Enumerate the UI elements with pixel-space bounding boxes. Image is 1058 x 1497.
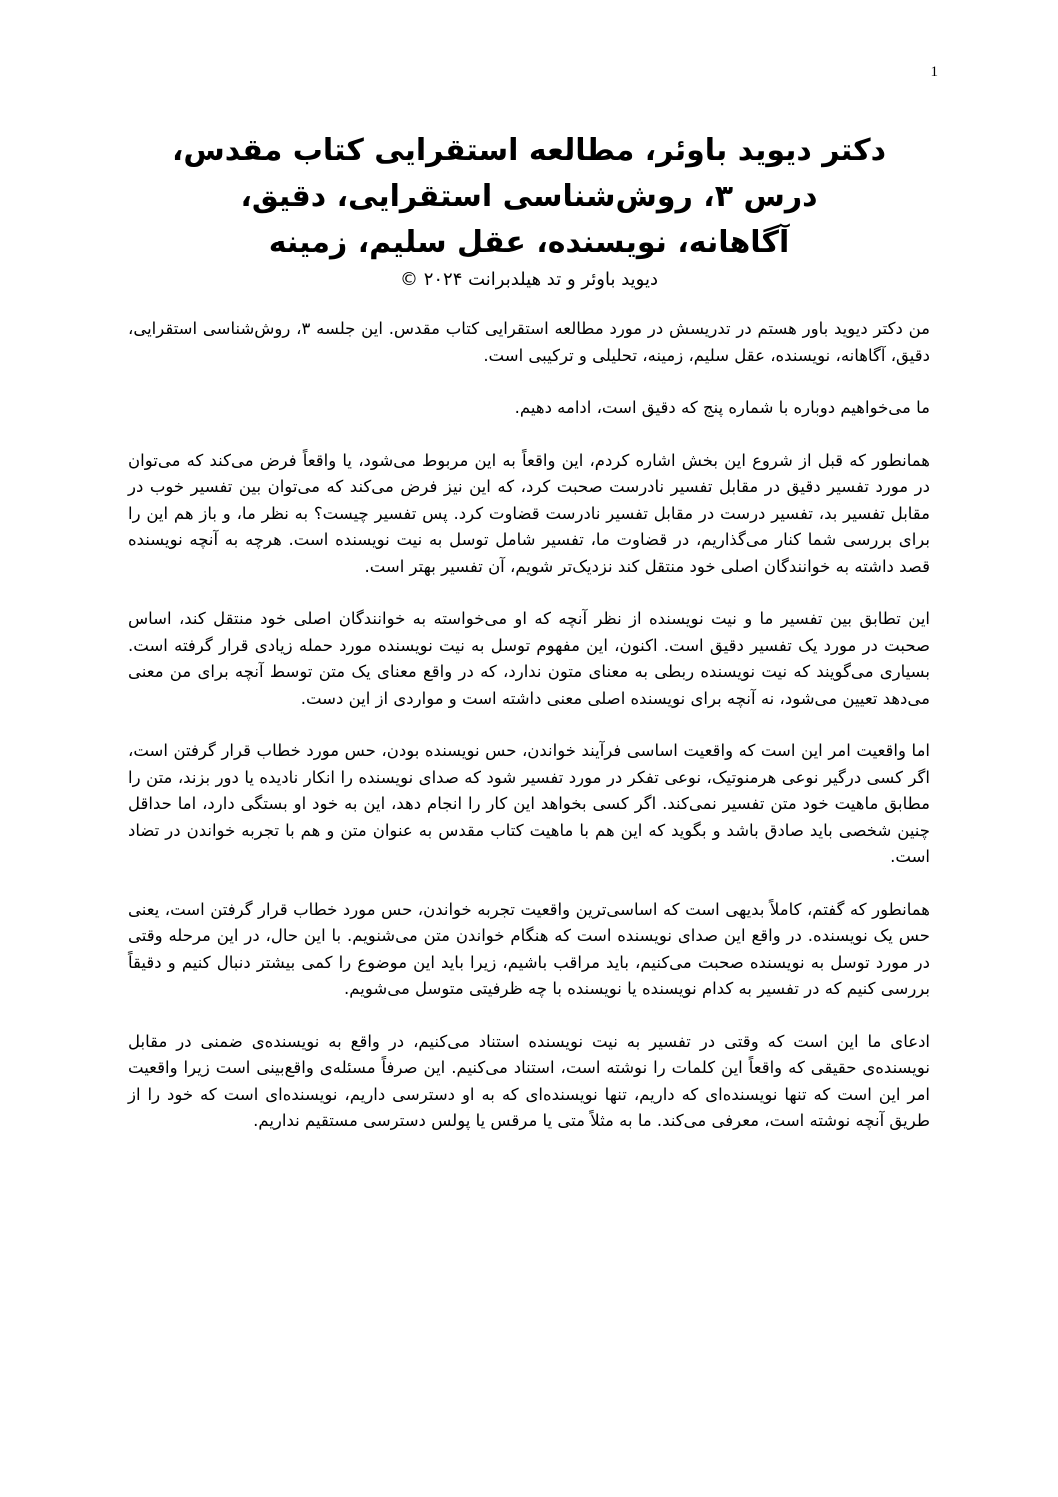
title-line-3: آگاهانه، نویسنده، عقل سلیم، زمینه: [268, 225, 790, 260]
paragraph-author-voice: همانطور که گفتم، کاملاً بدیهی است که اساسی‌ترین واقعیت تجربه خواندن، حس مورد خطاب قرار گرفتن است، یعنی حس یک نویسنده. در واقع این صدای نویسنده است که هنگام خواندن متن می‌شنویم. با این حال، در این مرحله وقتی در مورد توسل به نویسنده صحبت می‌کنیم، باید مراقب باشیم، زیرا باید این موضوع را کمی بیشتر دنبال کنیم و دقیقاً بررسی کنیم که در تفسیر به کدام نویسنده یا نویسنده با چه ظرفیتی متوسل می‌شویم.: [128, 899, 930, 998]
copyright-line: دیوید باوئر و تد هیلدبرانت ۲۰۲۴ ©: [399, 269, 659, 290]
paragraph-interpretation: همانطور که قبل از شروع این بخش اشاره کردم، این واقعاً به این مربوط می‌شود، یا واقعاً فرض می‌کند که می‌توان در مورد تفسیر دقیق در مقابل تفسیر نادرست صحبت کرد، که این نیز فرض می‌کند که می‌توان بین تفسیر خوب در مقابل تفسیر بد، تفسیر درست در مقابل تفسیر نادرست قضاوت کرد. پس تفسیر چیست؟ به نظر ما، و باز هم این را برای بررسی شما کنار می‌گذاریم، در قضاوت ما، تفسیر شامل توسل به نیت نویسنده است. هرچه به آنچه نویسنده قصد داشته به خوانندگان اصلی خود منتقل کند نزدیک‌تر شویم، آن تفسیر بهتر است.: [128, 450, 930, 576]
title-line-2: درس ۳، روش‌شناسی استقرایی، دقیق،: [240, 179, 818, 214]
paragraph-reading-reality: اما واقعیت امر این است که واقعیت اساسی فرآیند خواندن، حس نویسنده بودن، حس مورد خطاب قرار گرفتن است، اگر کسی درگیر نوعی هرمنوتیک، نوعی تفکر در مورد تفسیر شود که صدای نویسنده را انکار نادیده یا دور بزند، متن را مطابق ماهیت خود متن تفسیر نمی‌کند. اگر کسی بخواهد این کار را انجام دهد، این به خود او بستگی دارد، اما حداقل چنین شخصی باید صادق باشد و بگوید که این هم با ماهیت کتاب مقدس به عنوان متن و هم با تجربه خواندن در تضاد است.: [128, 741, 930, 866]
document-body: [128, 316, 930, 1135]
paragraph-author-intent: این تطابق بین تفسیر ما و نیت نویسنده از نظر آنچه که او می‌خواسته به خوانندگان اصلی خود منتقل کند، اساس صحبت در مورد یک تفسیر دقیق است. اکنون، این مفهوم توسل به نیت نویسنده مورد حمله زیادی قرار گرفته است. بسیاری می‌گویند که نیت نویسنده ربطی به معنای متون ندارد، که در واقع معنای یک متن توسط آنچه برای من معنی می‌دهد تعیین می‌شود، نه آنچه برای نویسنده اصلی معنی داشته است و مواردی از این دست.: [128, 609, 930, 708]
page-number: 1: [930, 64, 938, 80]
paragraph-implied-author: ادعای ما این است که وقتی در تفسیر به نیت نویسنده استناد می‌کنیم، در واقع به نویسنده‌ی ضمنی در مقابل نویسنده‌ی حقیقی که واقعاً این کلمات را نوشته است، استناد می‌کنیم. این صرفاً مسئله‌ی واقع‌بینی است زیرا واقعیت امر این است که تنها نویسنده‌ای که داریم، تنها نویسنده‌ای که به او دسترسی داریم، نویسنده‌ای است که خود را از طریق آنچه نوشته است، معرفی می‌کند. ما به مثلاً متی یا مرقس یا پولس دسترسی مستقیم نداریم.: [128, 1031, 930, 1130]
document-title-block: [128, 128, 930, 294]
paragraph-intro: من دکتر دیوید باور هستم در تدریسش در مورد مطالعه استقرایی کتاب مقدس. این جلسه ۳، روش‌شناسی استقرایی، دقیق، آگاهانه، نویسنده، عقل سلیم، زمینه، تحلیلی و ترکیبی است.: [128, 319, 930, 365]
paragraph-continue: ما می‌خواهیم دوباره با شماره پنج که دقیق است، ادامه دهیم.: [514, 398, 930, 417]
title-line-1: دکتر دیوید باوئر، مطالعه استقرایی کتاب مقدس،: [171, 133, 886, 168]
